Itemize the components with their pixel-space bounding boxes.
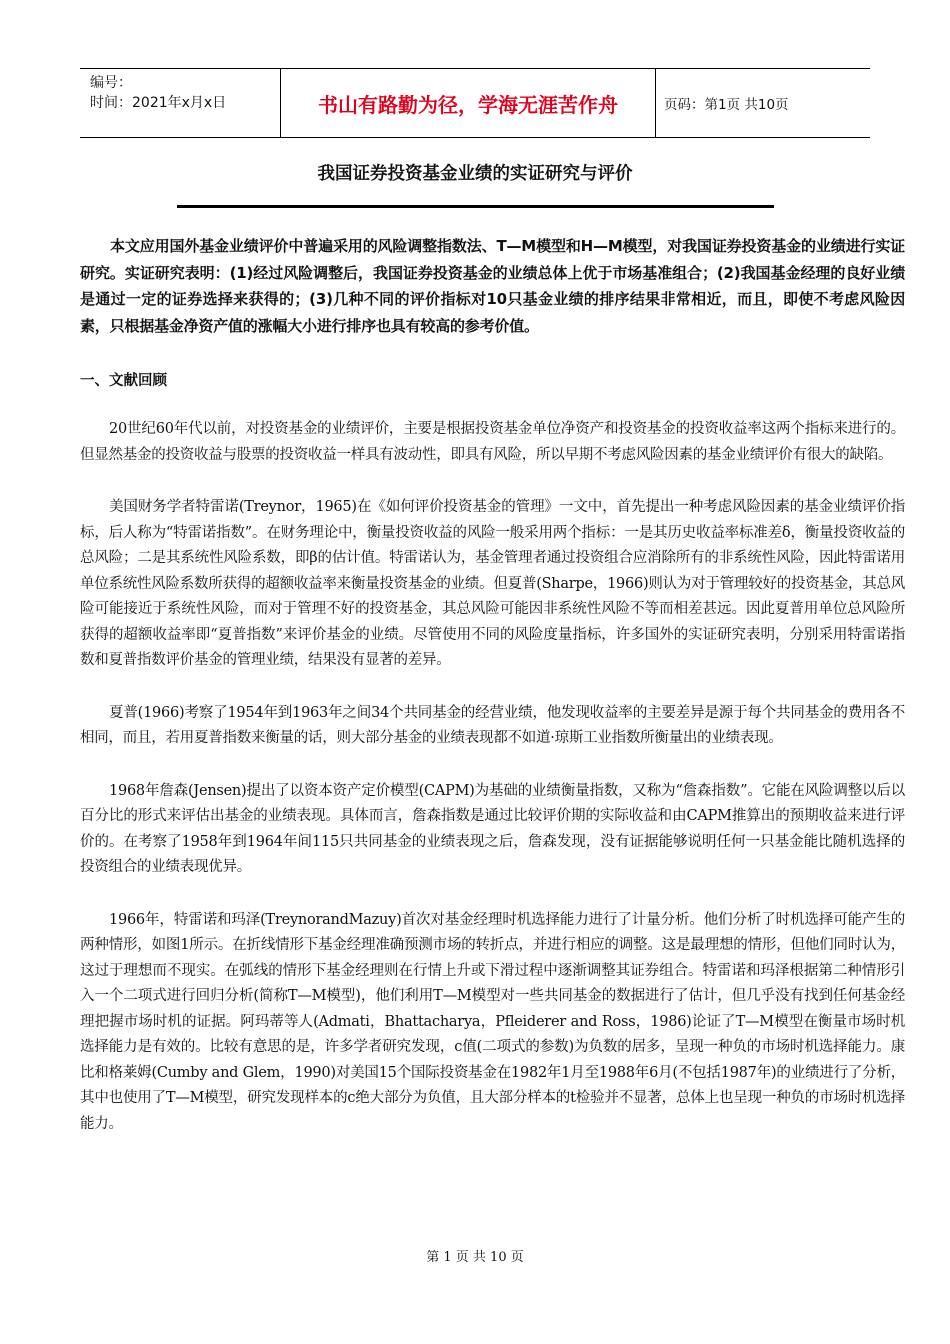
document-title: 我国证券投资基金业绩的实证研究与评价 <box>317 164 633 184</box>
body-paragraph: 20世纪60年代以前，对投资基金的业绩评价，主要是根据投资基金单位净资产和投资基金的投资收益率这两个指标来进行的。但显然基金的投资收益与股票的投资收益一样具有波动性，即具有风险，所以早期不考虑风险因素的基金业绩评价有很大的缺陷。 <box>80 421 905 463</box>
document-body <box>80 233 905 1137</box>
title-divider <box>177 205 774 208</box>
header-motto: 书山有路勤为径，学海无涯苦作舟 <box>281 69 656 137</box>
body-paragraph: 1966年，特雷诺和玛泽(TreynorandMazuy)首次对基金经理时机选择能力进行了计量分析。他们分析了时机选择可能产生的两种情形，如图1所示。在折线情形下基金经理准确预测市场的转折点，并进行相应的调整。这是最理想的情形，但他们同时认为，这过于理想而不现实。在弧线的情形下基金经理则在行情上升或下滑过程中逐渐调整其证券组合。特雷诺和玛泽根据第二种情形引入一个二项式进行回归分析(简称T—M模型)，他们利用T—M模型对一些共同基金的数据进行了估计，但几乎没有找到任何基金经理把握市场时机的证据。阿玛蒂等人(Admati，Bhattacharya，Pfleiderer and Ross，1986)论证了T—M模型在衡量市场时机选择能力是有效的。比较有意思的是，许多学者研究发现，c值(二项式的参数)为负数的居多，呈现一种负的市场时机选择能力。康比和格莱姆(Cumby and Glem，1990)对美国15个国际投资基金在1982年1月至1988年6月(不包括1987年)的业绩进行了分析，其中也使用了T—M模型，研究发现样本的c绝大部分为负值，且大部分样本的t检验并不显著，总体上也呈现一种负的市场时机选择能力。 <box>80 911 905 1132</box>
section-heading-literature-review: 一、文献回顾 <box>80 373 167 389</box>
body-paragraph: 美国财务学者特雷诺(Treynor，1965)在《如何评价投资基金的管理》一文中，首先提出一种考虑风险因素的基金业绩评价指标，后人称为“特雷诺指数”。在财务理论中，衡量投资收益的风险一般采用两个指标：一是其历史收益率标准差δ，衡量投资收益的总风险；二是其系统性风险系数，即β的估计值。特雷诺认为，基金管理者通过投资组合应消除所有的非系统性风险，因此特雷诺用单位系统性风险系数所获得的超额收益率来衡量投资基金的业绩。但夏普(Sharpe，1966)则认为对于管理较好的投资基金，其总风险可能接近于系统性风险，而对于管理不好的投资基金，其总风险可能因非系统性风险不等而相差甚远。因此夏普用单位总风险所获得的超额收益率即“夏普指数”来评价基金的业绩。尽管使用不同的风险度量指标，许多国外的实证研究表明，分别采用特雷诺指数和夏普指数评价基金的管理业绩，结果没有显著的差异。 <box>80 499 905 668</box>
header-page-info: 页码：第1页 共10页 <box>664 97 789 113</box>
header-table <box>80 68 870 138</box>
body-paragraph: 夏普(1966)考察了1954年到1963年之间34个共同基金的经营业绩，他发现收益率的主要差异是源于每个共同基金的费用各不相同，而且，若用夏普指数来衡量的话，则大部分基金的业绩表现都不如道·琼斯工业指数所衡量出的业绩表现。 <box>80 704 905 746</box>
document-number-label: 编号： <box>90 75 132 91</box>
page-footer: 第 1 页 共 10 页 <box>426 1250 524 1265</box>
header-meta-cell <box>80 69 281 137</box>
abstract-paragraph: 本文应用国外基金业绩评价中普遍采用的风险调整指数法、T—M模型和H—M模型，对我国证券投资基金的业绩进行实证研究。实证研究表明：(1)经过风险调整后，我国证券投资基金的业绩总体上优于市场基准组合；(2)我国基金经理的良好业绩是通过一定的证券选择来获得的；(3)几种不同的评价指标对10只基金业绩的排序结果非常相近，而且，即使不考虑风险因素，只根据基金净资产值的涨幅大小进行排序也具有较高的参考价值。 <box>80 237 905 335</box>
body-paragraph: 1968年詹森(Jensen)提出了以资本资产定价模型(CAPM)为基础的业绩衡量指数，又称为“詹森指数”。它能在风险调整以后以百分比的形式来评估出基金的业绩表现。具体而言，詹森指数是通过比较评价期的实际收益和由CAPM推算出的预期收益来进行评价的。在考察了1958年到1964年间115只共同基金的业绩表现之后，詹森发现，没有证据能够说明任何一只基金能比随机选择的投资组合的业绩表现优异。 <box>80 782 905 875</box>
document-time-label: 时间：2021年x月x日 <box>90 95 227 111</box>
